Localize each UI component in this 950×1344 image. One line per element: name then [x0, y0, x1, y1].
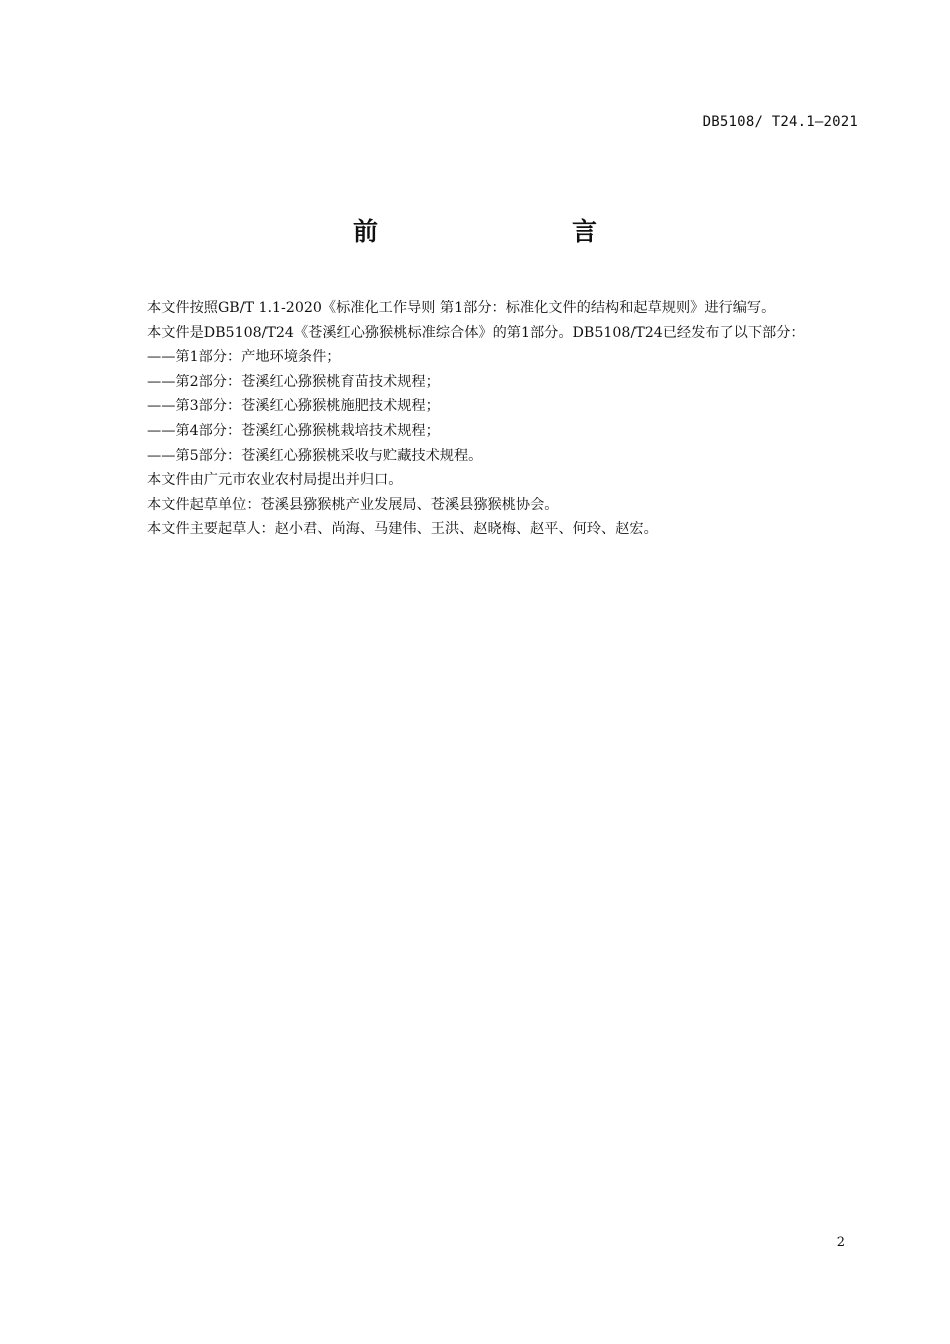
document-code: DB5108/ T24.1—2021 — [702, 114, 858, 130]
paragraph-drafting-units: 本文件起草单位：苍溪县猕猴桃产业发展局、苍溪县猕猴桃协会。 — [147, 496, 559, 513]
paragraph-drafters: 本文件主要起草人：赵小君、尚海、马建伟、王洪、赵晓梅、赵平、何玲、赵宏。 — [147, 521, 658, 538]
list-item-part-3: ——第3部分：苍溪红心猕猴桃施肥技术规程； — [147, 398, 440, 415]
list-item-part-5: ——第5部分：苍溪红心猕猴桃采收与贮藏技术规程。 — [147, 447, 483, 464]
paragraph-drafting-basis: 本文件按照GB/T 1.1-2020《标准化工作导则 第1部分：标准化文件的结构和起草规则》进行编写。 — [147, 300, 776, 316]
page-title: 前 言 — [352, 217, 645, 246]
page-number: 2 — [836, 1235, 845, 1250]
list-item-part-1: ——第1部分：产地环境条件； — [147, 349, 341, 366]
paragraph-proposer: 本文件由广元市农业农村局提出并归口。 — [147, 472, 403, 489]
list-item-part-2: ——第2部分：苍溪红心猕猴桃育苗技术规程； — [147, 373, 440, 390]
foreword-body — [147, 296, 867, 542]
paragraph-part-info: 本文件是DB5108/T24《苍溪红心猕猴桃标准综合体》的第1部分。DB5108/T24已经发布了以下部分： — [147, 324, 805, 341]
list-item-part-4: ——第4部分：苍溪红心猕猴桃栽培技术规程； — [147, 422, 440, 439]
